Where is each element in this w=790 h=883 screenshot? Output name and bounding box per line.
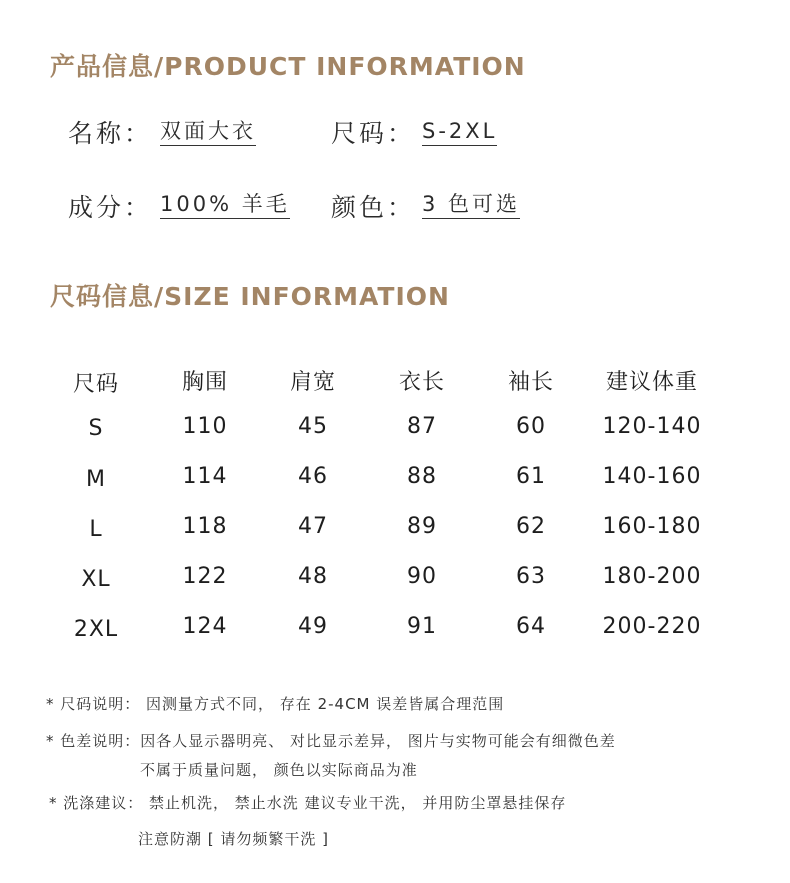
table-cell: 118 (182, 514, 228, 539)
table-cell: 110 (182, 414, 228, 439)
table-cell: 60 (516, 414, 546, 439)
name-value: 双面大衣 (160, 118, 256, 146)
table-cell: 87 (407, 414, 437, 439)
header-weight: 建议体重 (605, 370, 698, 395)
table-cell: 122 (182, 564, 228, 589)
table-cell: 62 (516, 514, 546, 539)
table-cell: 120-140 (602, 414, 702, 439)
table-cell: 90 (407, 564, 437, 589)
table-cell: 48 (298, 564, 328, 589)
table-cell: 88 (407, 464, 437, 489)
table-cell: 91 (407, 614, 437, 639)
header-size: 尺码 (72, 372, 119, 397)
material-label: 成分： (68, 193, 153, 222)
table-cell: 2XL (73, 617, 119, 642)
color-value: 3 色可选 (422, 191, 520, 219)
size-range-value: S-2XL (422, 118, 497, 146)
material-value: 100% 羊毛 (160, 191, 290, 219)
header-shoulder: 肩宽 (289, 370, 336, 395)
product-info-title: 产品信息/PRODUCT INFORMATION (50, 52, 526, 81)
table-cell: 124 (182, 614, 228, 639)
table-cell: 64 (516, 614, 546, 639)
table-cell: 180-200 (602, 564, 702, 589)
table-cell: 114 (182, 464, 228, 489)
table-cell: L (89, 517, 103, 542)
table-cell: 61 (516, 464, 546, 489)
color-note-line1: * 色差说明：因各人显示器明亮、 对比显示差异， 图片与实物可能会有细微色差 (46, 732, 616, 750)
table-cell: S (88, 416, 104, 441)
table-cell: XL (81, 567, 111, 592)
wash-note-line2: 注意防潮 [ 请勿频繁干洗 ] (138, 830, 330, 848)
table-cell: M (86, 467, 106, 492)
table-cell: 49 (298, 614, 328, 639)
header-sleeve: 袖长 (507, 370, 554, 395)
size-note: * 尺码说明： 因测量方式不同， 存在 2-4CM 误差皆属合理范围 (46, 695, 505, 713)
table-cell: 46 (298, 464, 328, 489)
header-length: 衣长 (398, 370, 445, 395)
color-note-line2: 不属于质量问题， 颜色以实际商品为准 (140, 761, 418, 779)
color-label: 颜色： (331, 193, 416, 222)
name-label: 名称： (68, 119, 153, 148)
table-cell: 47 (298, 514, 328, 539)
size-info-title: 尺码信息/SIZE INFORMATION (50, 282, 450, 311)
header-chest: 胸围 (181, 370, 228, 395)
table-cell: 140-160 (602, 464, 702, 489)
table-cell: 63 (516, 564, 546, 589)
table-cell: 160-180 (602, 514, 702, 539)
wash-note-line1: * 洗涤建议： 禁止机洗， 禁止水洗 建议专业干洗， 并用防尘罩悬挂保存 (49, 794, 567, 812)
size-range-label: 尺码： (331, 119, 416, 148)
table-cell: 89 (407, 514, 437, 539)
table-cell: 45 (298, 414, 328, 439)
table-cell: 200-220 (602, 614, 702, 639)
